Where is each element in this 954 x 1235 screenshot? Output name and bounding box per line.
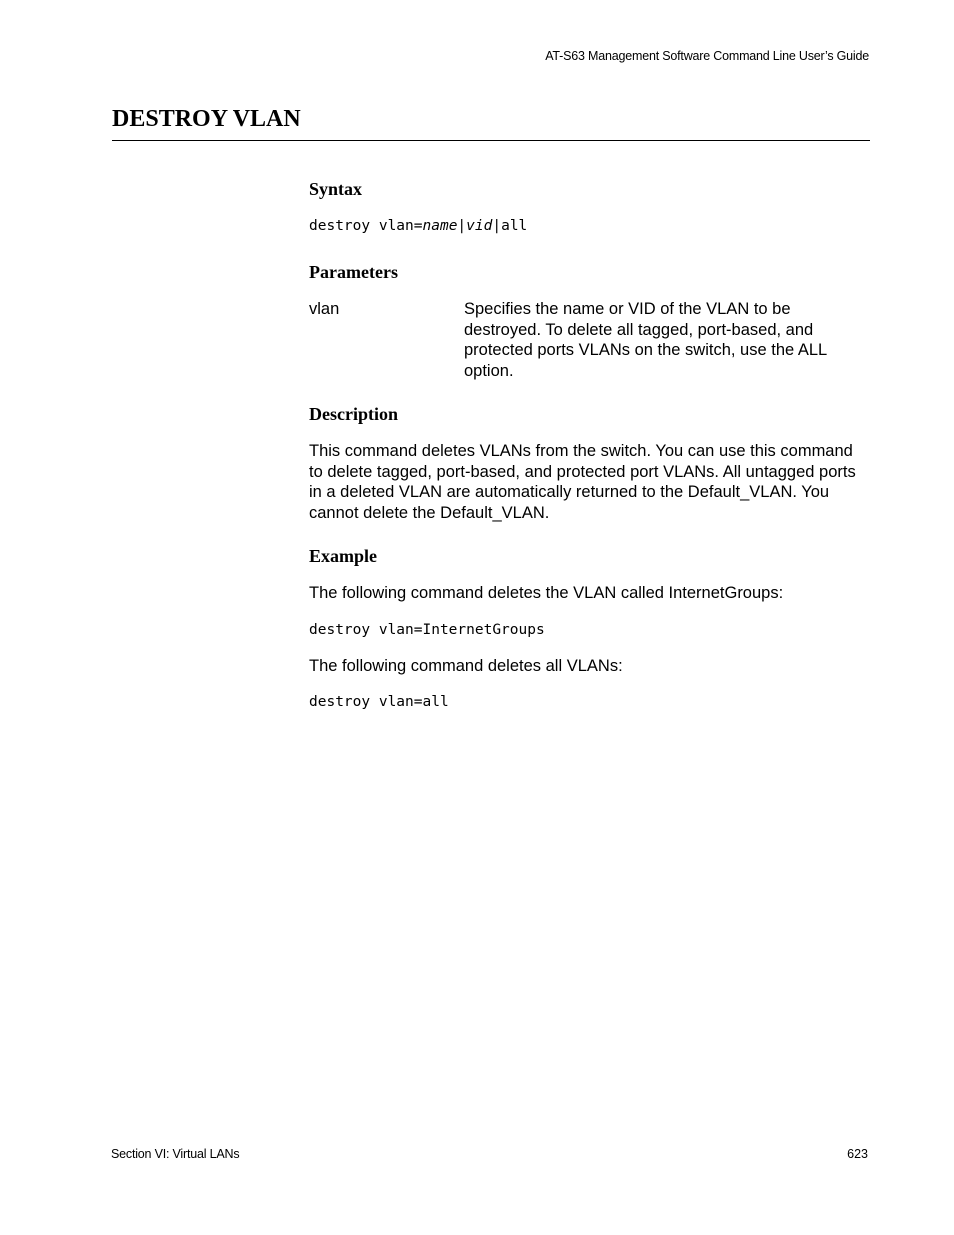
parameter-description: Specifies the name or VID of the VLAN to be destroyed. To delete all tagged, port-based, and protected ports VLANs on the switch, use the ALL option.	[464, 300, 827, 380]
syntax-separator: |	[457, 218, 467, 234]
running-header: AT-S63 Management Software Command Line User’s Guide	[545, 49, 869, 63]
example-intro: The following command deletes all VLANs:	[309, 656, 623, 675]
example-code: destroy vlan=all	[309, 694, 449, 710]
footer-page-number: 623	[847, 1147, 868, 1161]
description-heading: Description	[309, 404, 398, 424]
syntax-command-prefix: destroy vlan=	[309, 218, 423, 234]
parameter-name: vlan	[309, 300, 340, 318]
example-intro: The following command deletes the VLAN called InternetGroups:	[309, 584, 784, 602]
example-heading: Example	[309, 546, 378, 566]
syntax-code	[309, 216, 870, 236]
syntax-arg-all: all	[501, 218, 528, 234]
title-rule	[112, 140, 870, 141]
syntax-separator: |	[492, 218, 502, 234]
page-title: DESTROY VLAN	[112, 106, 301, 132]
description-text: This command deletes VLANs from the switch. You can use this command to delete tagged, port-based, and protected port VLANs. All untagged ports in a deleted VLAN are automatically returned to the Default_VLAN. You cannot delete the Default_VLAN.	[309, 442, 856, 522]
footer-section: Section VI: Virtual LANs	[111, 1147, 240, 1161]
parameters-heading: Parameters	[309, 262, 398, 282]
syntax-arg-name: name	[422, 218, 458, 234]
syntax-heading: Syntax	[309, 179, 363, 199]
example-code: destroy vlan=InternetGroups	[309, 621, 545, 638]
syntax-arg-vid: vid	[466, 218, 493, 234]
main-content	[309, 177, 870, 712]
parameter-row	[309, 299, 870, 381]
